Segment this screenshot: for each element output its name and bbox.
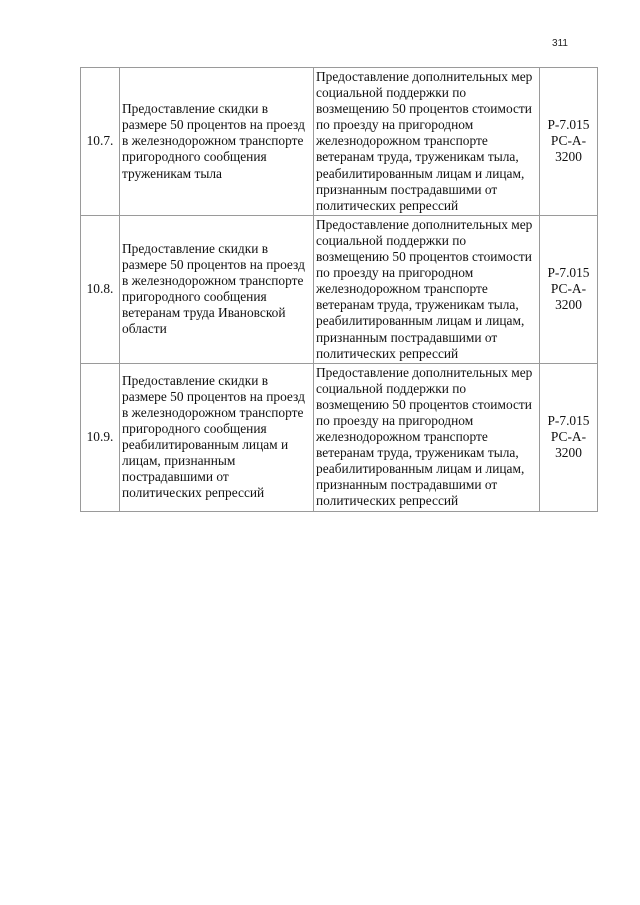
service-code xyxy=(540,363,598,511)
service-code-line: 3200 xyxy=(555,297,582,313)
row-number: 10.8. xyxy=(81,215,120,363)
service-name: Предоставление скидки в размере 50 процентов на проезд в железнодорожном транспорте пригородного сообщения труженикам тыла xyxy=(120,68,314,216)
service-name: Предоставление скидки в размере 50 процентов на проезд в железнодорожном транспорте пригородного сообщения реабилитированным лицам и лицам, признанным пострадавшими от политических репрессий xyxy=(120,363,314,511)
service-code-line: РС-А- xyxy=(550,133,587,149)
service-code xyxy=(540,215,598,363)
table-row xyxy=(81,215,598,363)
service-code xyxy=(540,68,598,216)
service-code-line: Р-7.015 xyxy=(547,412,590,428)
service-code-line: РС-А- xyxy=(550,429,587,445)
service-description: Предоставление дополнительных мер социальной поддержки по возмещению 50 процентов стоимости по проезду на пригородном железнодорожном транспорте ветеранам труда, труженикам тыла, реабилитированным лицам и лицам, признанным пострадавшими от политических репрессий xyxy=(314,215,540,363)
table-row xyxy=(81,68,598,216)
table-row xyxy=(81,363,598,511)
service-code-line: РС-А- xyxy=(550,281,587,297)
service-code-line: Р-7.015 xyxy=(547,117,590,133)
service-name: Предоставление скидки в размере 50 процентов на проезд в железнодорожном транспорте пригородного сообщения ветеранам труда Ивановской области xyxy=(120,215,314,363)
service-code-line: 3200 xyxy=(555,149,582,165)
service-code-line: 3200 xyxy=(555,445,582,461)
row-number: 10.7. xyxy=(81,68,120,216)
row-number: 10.9. xyxy=(81,363,120,511)
services-table xyxy=(80,67,598,512)
service-description: Предоставление дополнительных мер социальной поддержки по возмещению 50 процентов стоимости по проезду на пригородном железнодорожном транспорте ветеранам труда, труженикам тыла, реабилитированным лицам и лицам, признанным пострадавшими от политических репрессий xyxy=(314,68,540,216)
page-number: 311 xyxy=(552,38,568,49)
service-description: Предоставление дополнительных мер социальной поддержки по возмещению 50 процентов стоимости по проезду на пригородном железнодорожном транспорте ветеранам труда, труженикам тыла, реабилитированным лицам и лицам, признанным пострадавшими от политических репрессий xyxy=(314,363,540,511)
service-code-line: Р-7.015 xyxy=(547,265,590,281)
